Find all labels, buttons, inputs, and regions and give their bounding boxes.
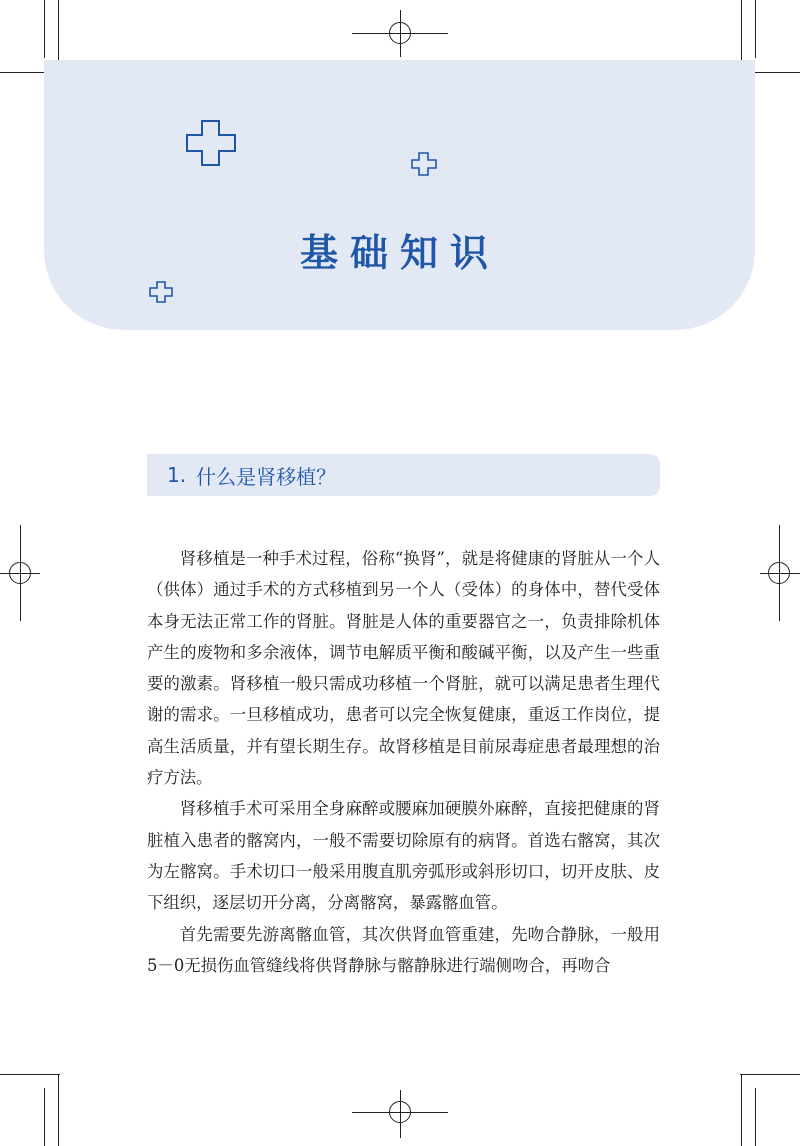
crop-mark <box>58 1074 59 1146</box>
section-number: 1. <box>167 463 187 487</box>
registration-mark-icon <box>768 562 790 584</box>
medical-cross-icon <box>149 281 173 303</box>
crop-mark <box>0 1074 60 1075</box>
section-title: 什么是肾移植？ <box>196 464 337 489</box>
crop-mark <box>740 1074 800 1075</box>
registration-mark-icon <box>389 1101 411 1123</box>
registration-mark-icon <box>9 562 31 584</box>
crop-mark <box>44 0 45 58</box>
paragraph: 肾移植是一种手术过程，俗称“换肾”，就是将健康的肾脏从一个人（供体）通过手术的方式移植到另一个人（受体）的身体中，替代受体本身无法正常工作的肾脏。肾脏是人体的重要器官之一，负责排除机体产生的废物和多余液体，调节电解质平衡和酸碱平衡，以及产生一些重要的激素。肾移植一般只需成功移植一个肾脏，就可以满足患者生理代谢的需求。一旦移植成功，患者可以完全恢复健康，重返工作岗位，提高生活质量，并有望长期生存。故肾移植是目前尿毒症患者最理想的治疗方法。 <box>147 549 660 788</box>
medical-cross-icon <box>186 120 236 166</box>
crop-mark <box>44 1088 45 1146</box>
paragraph: 首先需要先游离髂血管，其次供肾血管重建，先吻合静脉，一般用5－0无损伤血管缝线将供肾静脉与髂静脉进行端侧吻合，再吻合 <box>147 924 660 975</box>
crop-mark <box>741 1074 742 1146</box>
registration-mark-icon <box>389 22 411 44</box>
paragraph: 肾移植手术可采用全身麻醉或腰麻加硬膜外麻醉，直接把健康的肾脏植入患者的髂窝内，一般不需要切除原有的病肾。首选右髂窝，其次为左髂窝。手术切口一般采用腹直肌旁弧形或斜形切口，切开皮肤、皮下组织，逐层切开分离，分离髂窝，暴露髂血管。 <box>147 799 660 913</box>
chapter-title: 基础知识 <box>299 231 500 275</box>
crop-mark <box>755 1088 756 1146</box>
body-text <box>147 543 660 981</box>
medical-cross-icon <box>411 152 437 176</box>
crop-mark <box>755 0 756 58</box>
section-heading <box>147 454 660 496</box>
